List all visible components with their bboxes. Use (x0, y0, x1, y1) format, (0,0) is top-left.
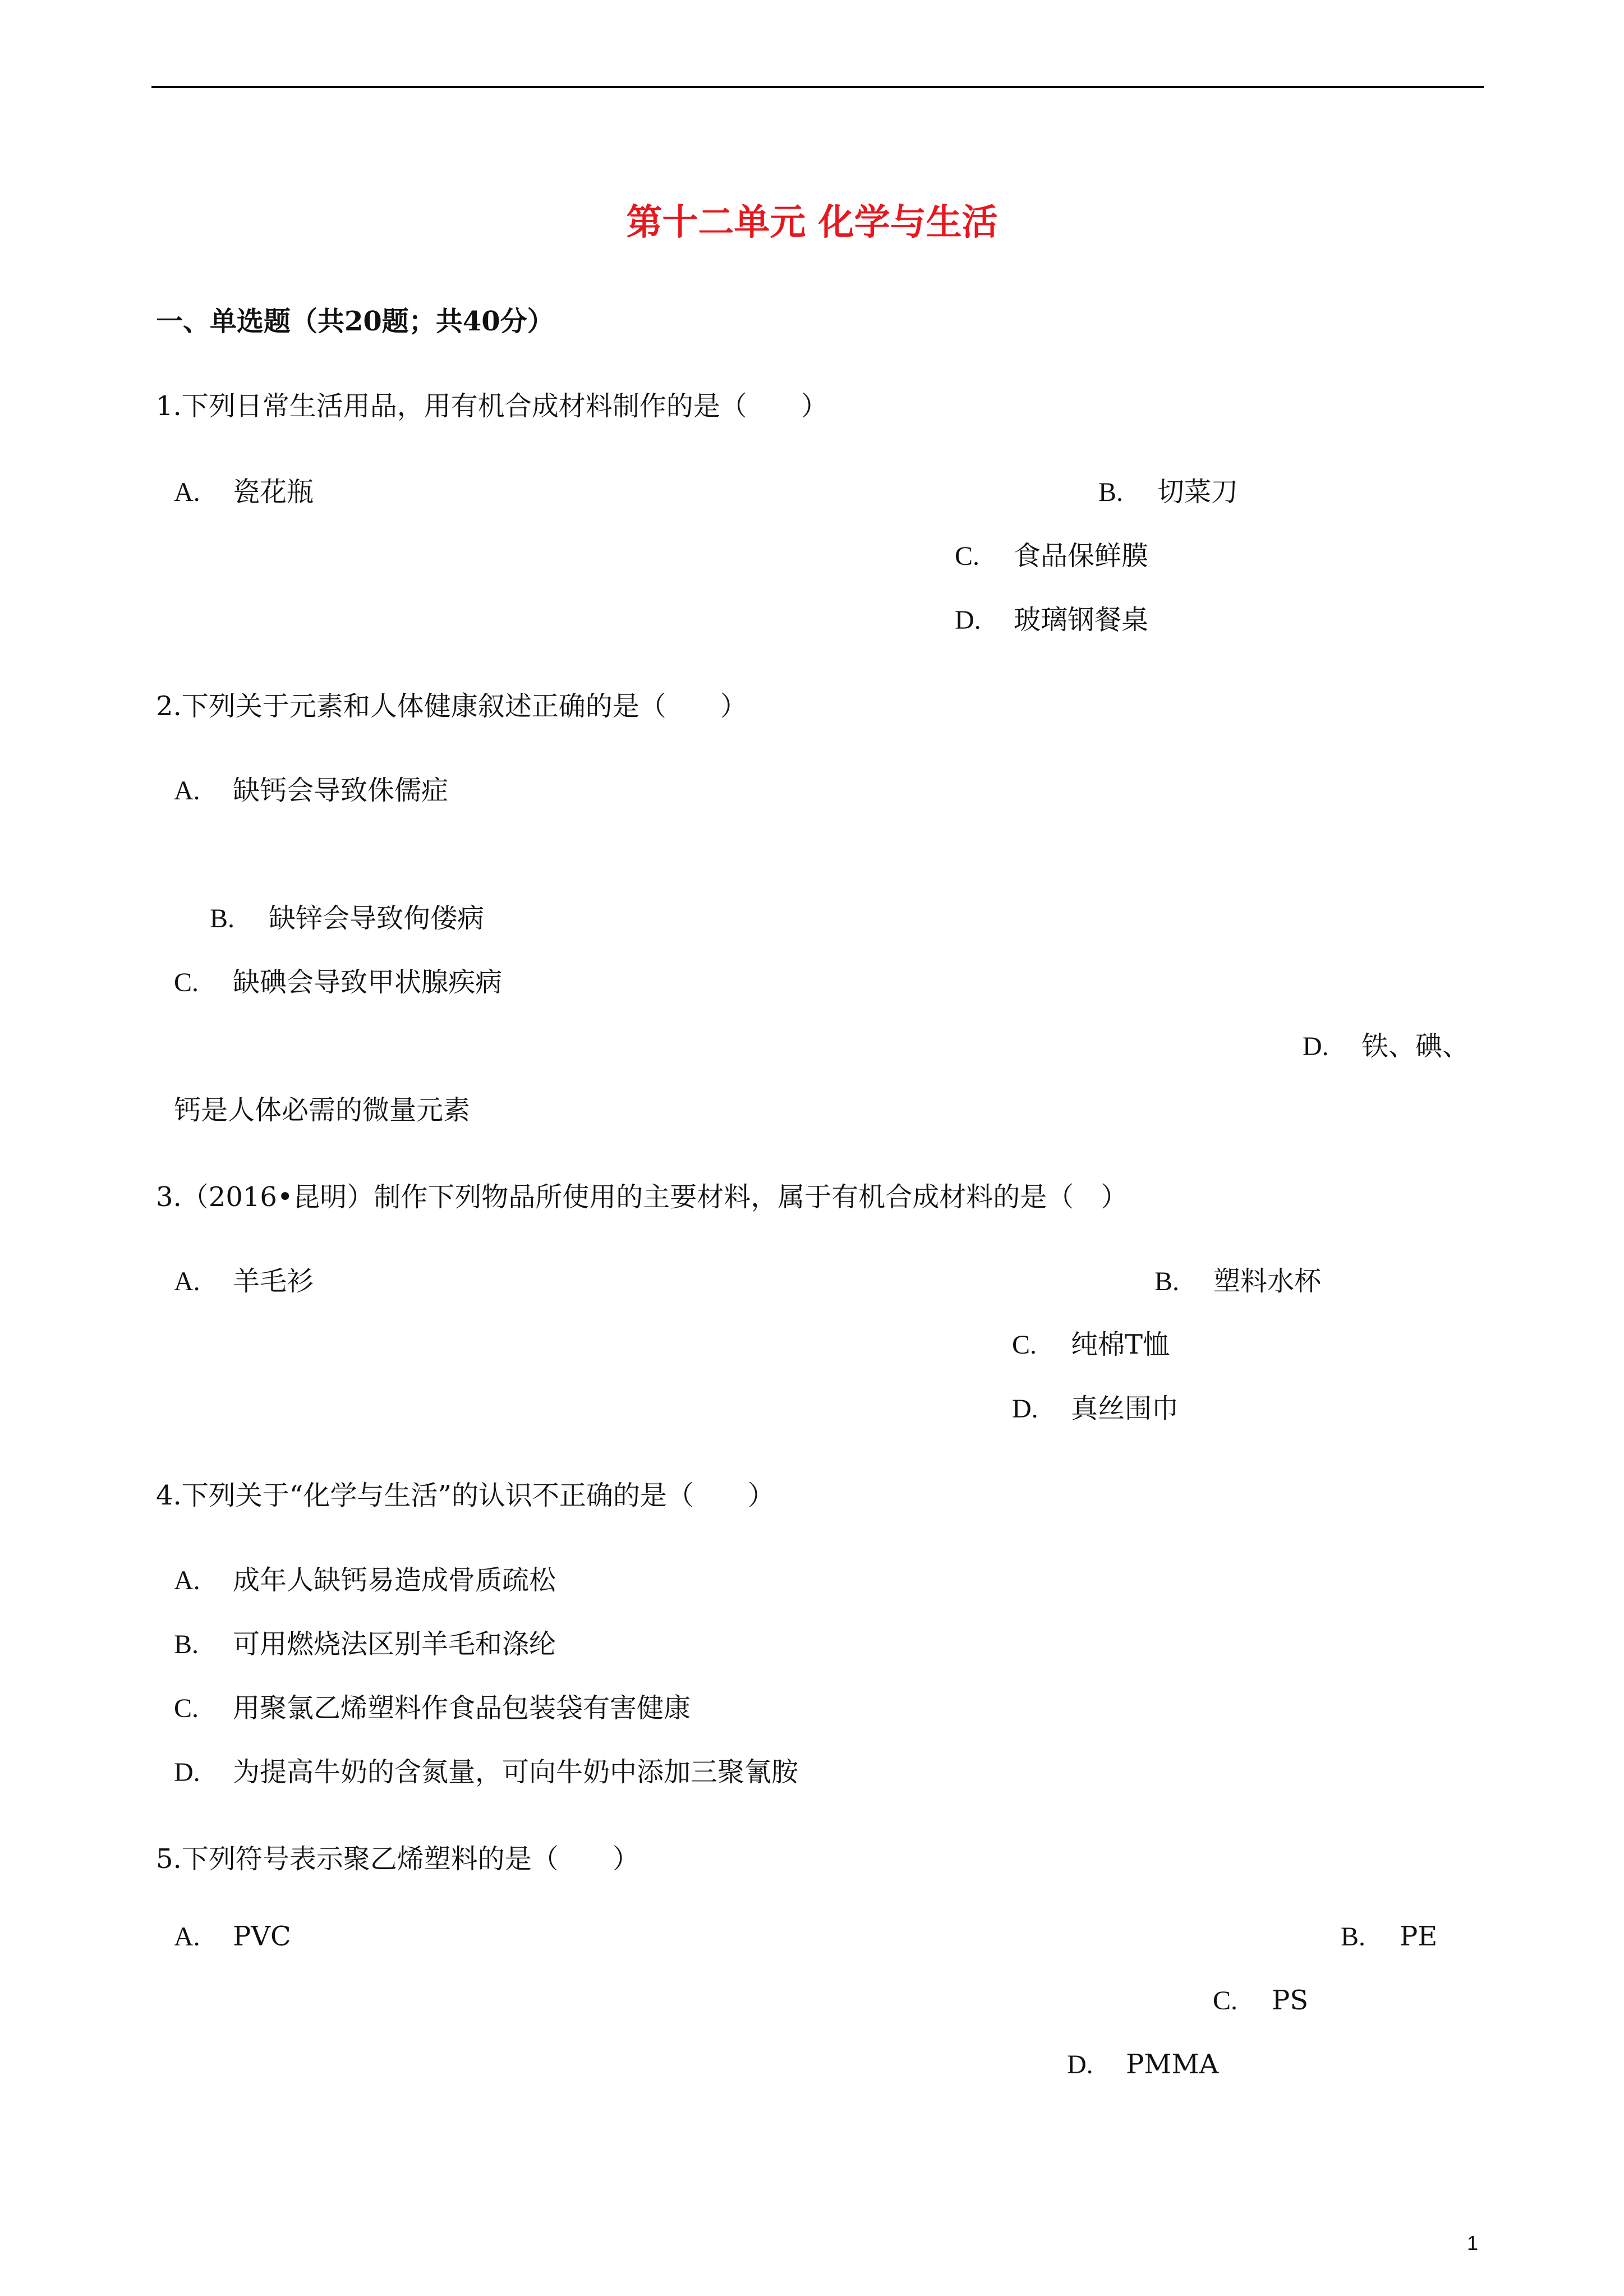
question-2-option-d-continuation: 钙是人体必需的微量元素 (174, 1094, 471, 1126)
option-text: 羊毛衫 (233, 1266, 314, 1297)
option-letter: D. (1012, 1394, 1038, 1424)
option-letter: C. (1213, 1986, 1238, 2016)
question-4-option-c[interactable] (174, 1686, 691, 1725)
option-text: 缺钙会导致侏儒症 (233, 775, 449, 806)
option-text: 瓷花瓶 (233, 476, 314, 508)
option-text: 用聚氯乙烯塑料作食品包装袋有害健康 (233, 1692, 691, 1724)
option-text: 缺碘会导致甲状腺疾病 (233, 967, 503, 998)
question-4-option-a[interactable] (174, 1558, 556, 1597)
question-2-stem: 2.下列关于元素和人体健康叙述正确的是（ ） (156, 691, 747, 722)
option-letter: D. (955, 605, 981, 635)
option-letter: D. (1303, 1032, 1329, 1061)
question-3-stem: 3.（2016•昆明）制作下列物品所使用的主要材料，属于有机合成材料的是（ ） (156, 1181, 1128, 1213)
option-letter: B. (1154, 1267, 1180, 1296)
question-4-option-b[interactable] (174, 1622, 556, 1661)
page-number: 1 (1467, 2231, 1479, 2254)
header-rule (151, 86, 1484, 88)
option-text: 塑料水杯 (1213, 1266, 1322, 1297)
question-1-option-c[interactable] (955, 534, 1148, 573)
question-5-option-c[interactable] (1213, 1985, 1308, 2016)
question-5-option-d[interactable] (1067, 2049, 1218, 2080)
option-text: PS (1272, 1985, 1309, 2016)
question-4-option-d[interactable] (174, 1750, 798, 1789)
option-text: 成年人缺钙易造成骨质疏松 (233, 1565, 556, 1596)
option-letter: A. (174, 477, 200, 507)
option-letter: D. (174, 1757, 200, 1787)
option-text: 缺锌会导致佝偻病 (269, 903, 485, 934)
question-1-option-b[interactable] (1098, 470, 1238, 509)
option-letter: B. (1341, 1922, 1366, 1952)
option-text: 切菜刀 (1157, 476, 1239, 508)
option-text: 纯棉T恤 (1071, 1329, 1170, 1360)
option-letter: C. (955, 541, 980, 571)
question-1-option-d[interactable] (955, 598, 1148, 637)
option-letter: B. (210, 904, 235, 933)
page-title: 第十二单元 化学与生活 (626, 201, 998, 243)
option-letter: C. (1012, 1330, 1037, 1360)
question-2-option-b[interactable] (210, 896, 484, 935)
option-text: 为提高牛奶的含氮量，可向牛奶中添加三聚氰胺 (233, 1756, 799, 1788)
option-letter: A. (174, 1922, 200, 1952)
option-letter: A. (174, 1566, 200, 1595)
question-5-option-a[interactable] (174, 1921, 291, 1952)
option-letter: B. (1098, 477, 1124, 507)
option-text: PMMA (1126, 2049, 1219, 2080)
option-text: 可用燃烧法区别羊毛和涤纶 (233, 1628, 556, 1660)
option-text: 真丝围巾 (1071, 1393, 1179, 1424)
option-letter: C. (174, 968, 199, 997)
option-letter: C. (174, 1694, 199, 1723)
question-5-stem: 5.下列符号表示聚乙烯塑料的是（ ） (156, 1843, 640, 1875)
question-3-option-b[interactable] (1154, 1259, 1321, 1298)
question-2-option-a[interactable] (174, 769, 448, 807)
question-1-stem: 1.下列日常生活用品，用有机合成材料制作的是（ ） (156, 390, 828, 422)
option-text: 铁、碘、 (1361, 1030, 1470, 1062)
question-5-option-b[interactable] (1341, 1921, 1437, 1952)
option-letter: A. (174, 776, 200, 806)
question-2-option-c[interactable] (174, 960, 502, 999)
question-3-option-a[interactable] (174, 1259, 314, 1298)
question-3-option-d[interactable] (1012, 1387, 1179, 1425)
option-letter: A. (174, 1267, 200, 1296)
option-letter: B. (174, 1630, 199, 1659)
option-text: PVC (233, 1921, 291, 1952)
question-4-stem: 4.下列关于“化学与生活”的认识不正确的是（ ） (156, 1480, 775, 1511)
option-letter: D. (1067, 2050, 1093, 2079)
question-2-option-d[interactable] (1303, 1024, 1469, 1063)
option-text: 玻璃钢餐桌 (1014, 604, 1149, 636)
option-text: 食品保鲜膜 (1014, 540, 1149, 572)
section-heading: 一、单选题（共20题；共40分） (156, 306, 554, 337)
question-1-option-a[interactable] (174, 470, 314, 509)
question-3-option-c[interactable] (1012, 1323, 1170, 1361)
option-text: PE (1400, 1921, 1438, 1952)
